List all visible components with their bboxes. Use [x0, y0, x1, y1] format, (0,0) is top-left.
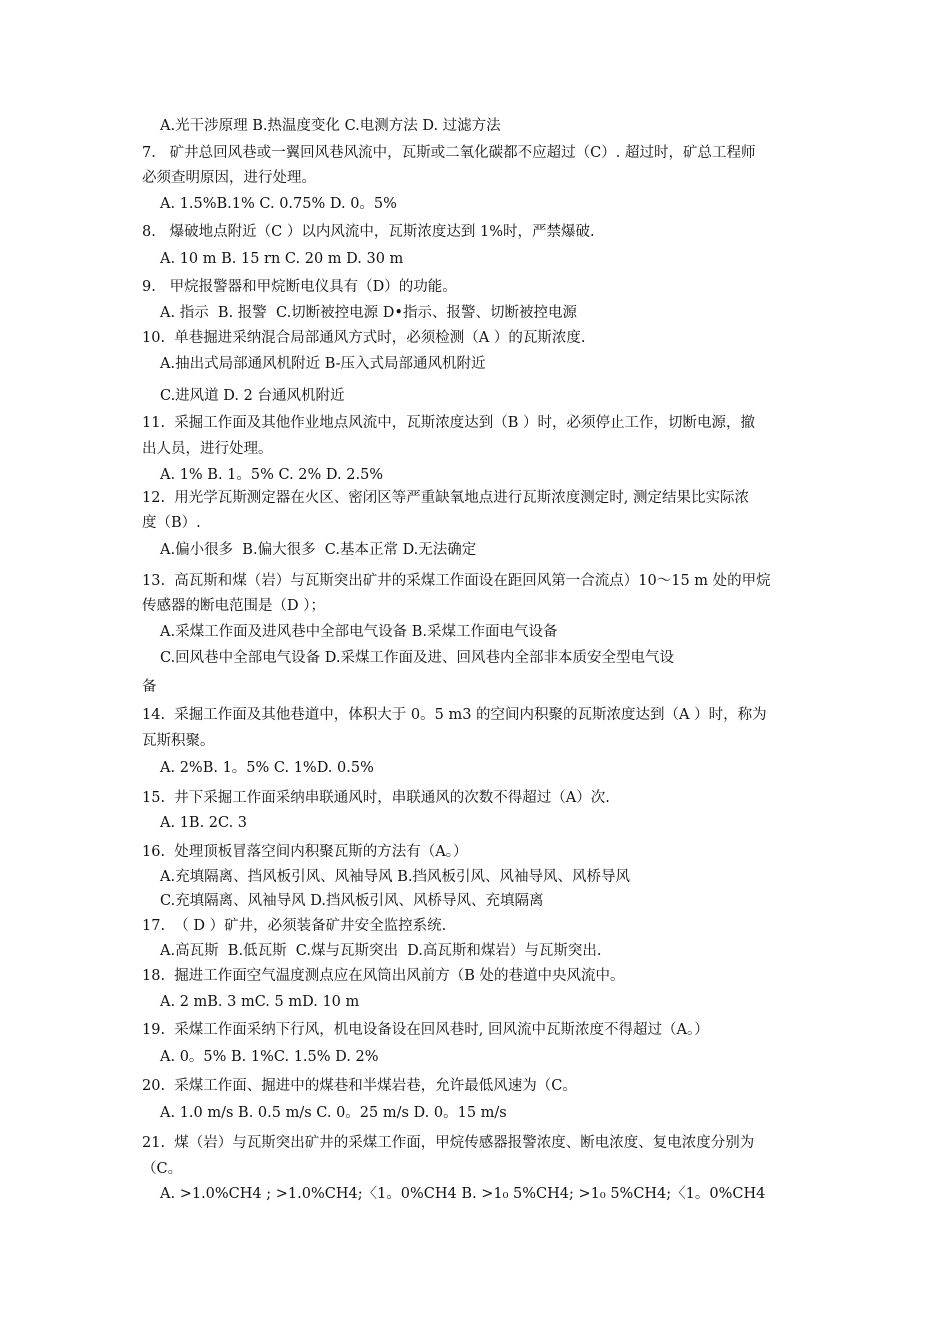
question-20-options: A. 1.0 m/s B. 0.5 m/s C. 0。25 m/s D. 0。15 m/s [160, 1105, 507, 1121]
question-16-options-cd: C.充填隔离、风袖导风 D.挡风板引风、风桥导风、充填隔离 [160, 893, 544, 909]
question-13: 13. 高瓦斯和煤（岩）与瓦斯突出矿井的采煤工作面设在距回风第一合流点）10〜15 m 处的甲烷 [142, 573, 771, 589]
question-8: 8. 爆破地点附近（C ）以内风流中，瓦斯浓度达到 1%时，严禁爆破. [142, 224, 595, 240]
question-11: 11. 采掘工作面及其他作业地点风流中，瓦斯浓度达到（B ）时，必须停止工作，切断电源，撤 [142, 415, 756, 431]
question-19-options: A. 0。5% B. 1%C. 1.5% D. 2% [160, 1049, 379, 1065]
question-9: 9. 甲烷报警器和甲烷断电仪具有（D）的功能。 [142, 279, 457, 295]
question-13-options-cd: C.回风巷中全部电气设备 D.采煤工作面及进、回风巷内全部非本质安全型电气设 [160, 650, 675, 666]
question-13-options-continued: 备 [142, 679, 157, 695]
question-17: 17. （ D ）矿井，必须装备矿井安全监控系统. [142, 918, 447, 934]
question-7-options: A. 1.5%B.1% C. 0.75% D. 0。5% [160, 196, 397, 212]
question-8-options: A. 10 m B. 15 rn C. 20 m D. 30 m [160, 251, 404, 267]
question-12: 12. 用光学瓦斯测定器在火区、密闭区等严重缺氧地点进行瓦斯浓度测定时, 测定结果比实际浓 [142, 490, 749, 506]
question-13-continued: 传感器的断电范围是（D ）； [142, 598, 325, 614]
question-11-continued: 出人员，进行处理。 [142, 441, 273, 457]
question-17-options: A.高瓦斯 B.低瓦斯 C.煤与瓦斯突出 D.高瓦斯和煤岩）与瓦斯突出. [160, 943, 602, 959]
question-20: 20. 采煤工作面、掘进中的煤巷和半煤岩巷，允许最低风速为（C。 [142, 1078, 577, 1094]
question-21-options: A. >1.0%CH4 ; >1.0%CH4;〈1。0%CH4 B. >1₀ 5%CH4; >1₀ 5%CH4;〈1。0%CH4 [160, 1186, 766, 1202]
question-9-options: A. 指示 B. 报警 C.切断被控电源 D•指示、报警、切断被控电源 [160, 305, 577, 321]
question-21-continued: （C。 [142, 1161, 183, 1177]
question-10-options-ab: A.抽出式局部通风机附近 B-压入式局部通风机附近 [160, 356, 486, 372]
question-13-options-ab: A.采煤工作面及进风巷中全部电气设备 B.采煤工作面电气设备 [160, 624, 558, 640]
question-14: 14. 采掘工作面及其他巷道中，体积大于 0。5 m3 的空间内积聚的瓦斯浓度达到（A ）时，称为 [142, 707, 767, 723]
question-7-continued: 必须查明原因，进行处理。 [142, 170, 316, 186]
question-6-options: A.光干涉原理 B.热温度变化 C.电测方法 D. 过滤方法 [160, 118, 501, 134]
question-11-options: A. 1% B. 1。5% C. 2% D. 2.5% [160, 467, 384, 483]
question-12-continued: 度（B）. [142, 515, 201, 531]
question-12-options: A.偏小很多 B.偏大很多 C.基本正常 D.无法确定 [160, 542, 477, 558]
question-10-options-cd: C.进风道 D. 2 台通风机附近 [160, 388, 345, 404]
question-15: 15. 井下采掘工作面采纳串联通风时，串联通风的次数不得超过（A）次. [142, 790, 610, 806]
question-18-options: A. 2 mB. 3 mC. 5 mD. 10 m [160, 994, 360, 1010]
question-21: 21. 煤（岩）与瓦斯突出矿井的采煤工作面，甲烷传感器报警浓度、断电浓度、复电浓度分别为 [142, 1135, 755, 1151]
question-15-options: A. 1B. 2C. 3 [160, 815, 248, 831]
question-14-options: A. 2%B. 1。5% C. 1%D. 0.5% [160, 760, 374, 776]
question-16: 16. 处理顶板冒落空间内积聚瓦斯的方法有（A。） [142, 844, 468, 860]
question-7: 7. 矿井总回风巷或一翼回风巷风流中，瓦斯或二氧化碳都不应超过（C）. 超过时，矿总工程师 [142, 145, 756, 161]
question-19: 19. 采煤工作面采纳下行风，机电设备设在回风巷时, 回风流中瓦斯浓度不得超过（A。） [142, 1022, 709, 1038]
question-10: 10. 单巷掘进采纳混合局部通风方式时，必须检测（A ）的瓦斯浓度. [142, 330, 586, 346]
question-14-continued: 瓦斯积聚。 [142, 733, 215, 749]
question-16-options-ab: A.充填隔离、挡风板引风、风袖导风 B.挡风板引风、风袖导风、风桥导风 [160, 869, 630, 885]
question-18: 18. 掘进工作面空气温度测点应在风筒出风前方（B 处的巷道中央风流中。 [142, 968, 625, 984]
